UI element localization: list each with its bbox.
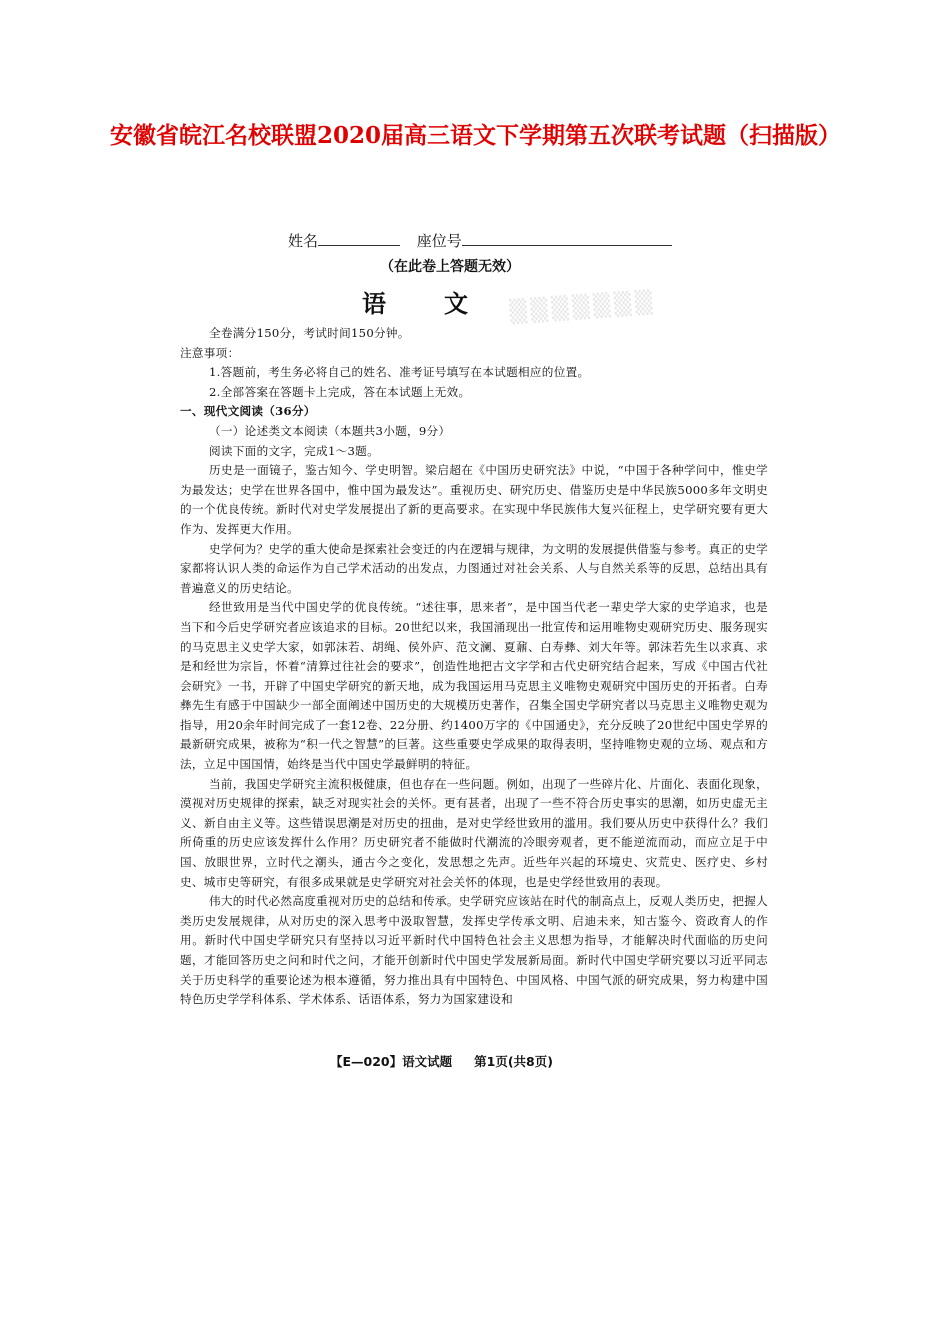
note-2: 2.全部答案在答题卡上完成，答在本试题上无效。 (209, 384, 471, 399)
passage-paragraph-5: 伟大的时代必然高度重视对历史的总结和传承。史学研究应该站在时代的制高点上，反观人类历史，把握人类历史发展规律，从对历史的深入思考中汲取智慧，发挥史学传承文明、启迪未来，知古鉴今、资政育人的作用。新时代中国史学研究只有坚持以习近平新时代中国特色社会主义思想为指导，才能解决时代面临的历史问题，才能回答历史之问和时代之问，才能开创新时代中国史学发展新局面。新时代中国史学研究要以习近平同志关于历史科学的重要论述为根本遵循，努力推出具有中国特色、中国风格、中国气派的研究成果，努力构建中国特色历史学学科体系、学术体系、话语体系，努力为国家建设和 (180, 894, 769, 1007)
note-1: 1.答题前，考生务必将自己的姓名、准考证号填写在本试题相应的位置。 (209, 365, 590, 380)
page-footer (330, 1052, 575, 1070)
footer-page-number: 第1页(共8页) (474, 1054, 553, 1069)
notes-label: 注意事项： (180, 345, 240, 360)
passage-paragraph-3: 经世致用是当代中国史学的优良传统。“述往事，思来者”，是中国当代老一辈史学大家的史学追求，也是当下和今后史学研究者应该追求的目标。20世纪以来，我国涌现出一批宣传和运用唯物史观研究历史、服务现实的马克思主义史学大家，如郭沫若、胡绳、侯外庐、范文澜、夏鼐、白寿彝、刘大年等。郭沫若先生以求真、求是和经世为宗旨，怀着“清算过往社会的要求”，创造性地把古文字学和古代史研究结合起来，写成《中国古代社会研究》一书，开辟了中国史学研究的新天地，成为我国运用马克思主义唯物史观研究中国历史的开拓者。白寿彝先生有感于中国缺少一部全面阐述中国历史的大规模历史著作，召集全国史学研究者以马克思主义唯物史观为指导，用20余年时间完成了一套12卷、22分册、约1400万字的《中国通史》，充分反映了20世纪中国史学界的最新研究成果，被称为“积一代之智慧”的巨著。这些重要史学成果的取得表明，坚持唯物史观的立场、观点和方法，立足中国国情，始终是当代中国史学最鲜明的特征。 (180, 600, 768, 772)
document-title: 安徽省皖江名校联盟2020届高三语文下学期第五次联考试题（扫描版） (110, 122, 842, 149)
faint-stamp-watermark: ▒▒▒▒▒▒▒ (509, 290, 657, 326)
name-blank (318, 231, 400, 246)
part-1-title: （一）论述类文本阅读（本题共3小题，9分） (209, 423, 451, 438)
total-score-line: 全卷满分150分，考试时间150分钟。 (209, 326, 410, 340)
passage-paragraph-1: 历史是一面镜子，鉴古知今、学史明智。梁启超在《中国历史研究法》中说，“中国于各种学问中，惟史学为最发达；史学在世界各国中，惟中国为最发达”。重视历史、研究历史、借鉴历史是中华民族5000多年文明史的一个优良传统。新时代对史学发展提出了新的更高要求。在实现中华民族伟大复兴征程上，史学研究要有更大作为、发挥更大作用。 (180, 463, 768, 536)
seat-label: 座位号 (416, 232, 462, 250)
section-1-title: 一、现代文阅读（36分） (180, 404, 316, 419)
subject-heading: 语文 (362, 289, 526, 318)
invalid-answer-notice: （在此卷上答题无效） (380, 259, 520, 275)
passage-paragraph-2: 史学何为？史学的重大使命是探索社会变迁的内在逻辑与规律，为文明的发展提供借鉴与参考。真正的史学家都将认识人类的命运作为自己学术活动的出发点，力图通过对社会关系、人与自然关系等的反思，总结出具有普遍意义的历史结论。 (180, 541, 769, 595)
footer-code: 【E—020】语文试题 (330, 1054, 453, 1069)
passage-paragraph-4: 当前，我国史学研究主流积极健康，但也存在一些问题。例如，出现了一些碎片化、片面化、表面化现象，漠视对历史规律的探索，缺乏对现实社会的关怀。更有甚者，出现了一些不符合历史事实的思潮，如历史虚无主义、新自由主义等。这些错误思潮是对历史的扭曲，是对史学经世致用的滥用。我们要从历史中获得什么？我们所倚重的历史应该发挥什么作用？历史研究者不能做时代潮流的冷眼旁观者，更不能逆流而动，而应立足于中国、放眼世界，立时代之潮头，通古今之变化，发思想之先声。近些年兴起的环境史、灾荒史、医疗史、乡村史、城市史等研究，有很多成果就是史学研究对社会关怀的体现，也是史学经世致用的表现。 (180, 776, 769, 889)
reading-instruction: 阅读下面的文字，完成1～3题。 (209, 443, 379, 458)
seat-blank (462, 231, 672, 246)
exam-body (180, 324, 768, 1010)
candidate-info-line (288, 230, 672, 251)
name-label: 姓名 (288, 232, 319, 250)
